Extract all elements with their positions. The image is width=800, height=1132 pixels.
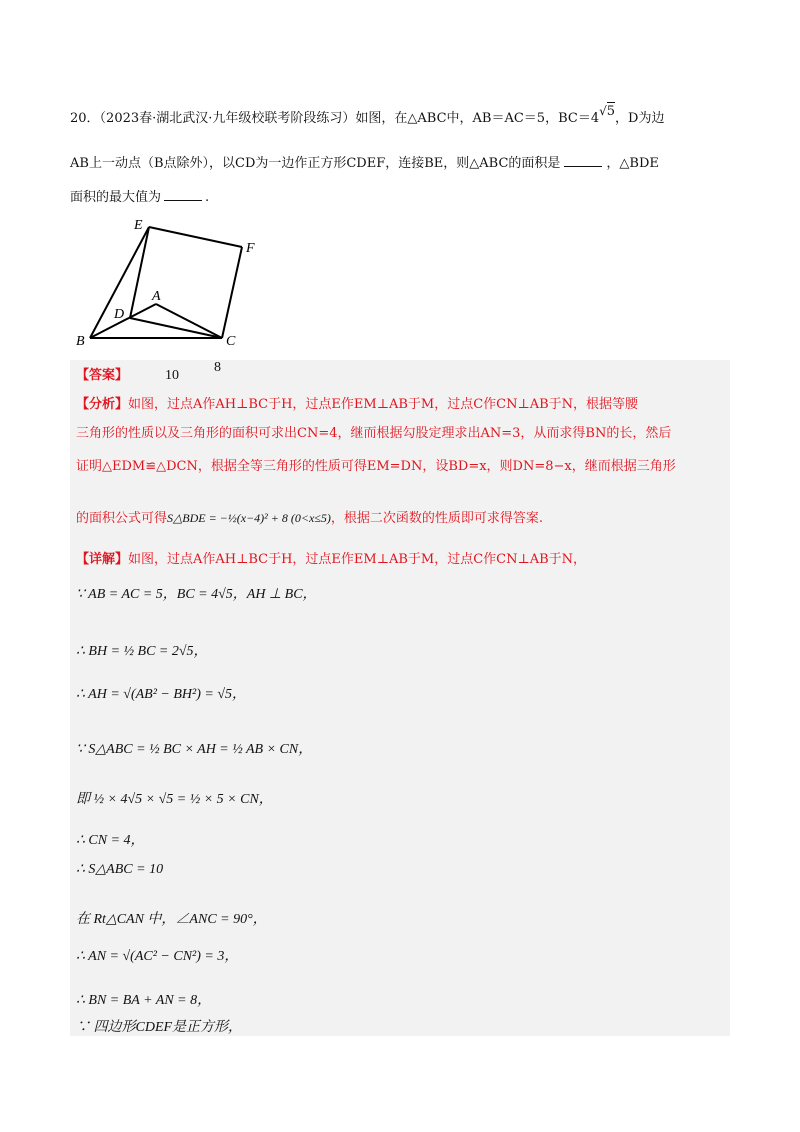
detail-label: 【详解】 bbox=[76, 552, 129, 567]
detail-step-2: ∴ BH = ½ BC = 2√5， bbox=[76, 644, 208, 659]
analysis-text-1: 如图，过点A作AH⊥BC于H，过点E作EM⊥AB于M，过点C作CN⊥AB于N，根据等腰 bbox=[128, 397, 639, 412]
question-line3-text: 面积的最大值为 bbox=[70, 190, 162, 205]
detail-step-5: 即 ½ × 4√5 × √5 = ½ × 5 × CN， bbox=[76, 792, 273, 807]
label-C: C bbox=[226, 334, 236, 349]
segment-AC bbox=[156, 304, 222, 338]
analysis-line-4 bbox=[76, 509, 543, 528]
answer-value-2: 8 bbox=[214, 360, 221, 375]
segment-DE bbox=[130, 227, 149, 318]
detail-step-7: ∴ S△ABC = 10 bbox=[76, 862, 164, 877]
segment-EF bbox=[149, 227, 242, 247]
detail-step-3: ∴ AH = √(AB² − BH²) = √5， bbox=[76, 687, 247, 702]
segment-FC bbox=[222, 247, 242, 338]
detail-step-4: ∵ S△ABC = ½ BC × AH = ½ AB × CN， bbox=[76, 742, 313, 757]
question-line3-tail: . bbox=[205, 190, 210, 205]
detail-step-1: ∵ AB = AC = 5，BC = 4√5，AH ⊥ BC， bbox=[76, 587, 317, 602]
geometry-figure bbox=[70, 212, 270, 352]
question-line-3 bbox=[70, 187, 209, 207]
answer-blank-2[interactable] bbox=[164, 187, 202, 201]
analysis-label: 【分析】 bbox=[76, 397, 129, 412]
question-line1-tail: ，D为边 bbox=[615, 111, 665, 126]
sqrt-symbol: √ bbox=[599, 104, 607, 118]
label-E: E bbox=[134, 218, 143, 233]
label-F: F bbox=[246, 241, 255, 256]
detail-step-10: ∴ BN = BA + AN = 8， bbox=[76, 993, 212, 1008]
question-line-2 bbox=[70, 153, 659, 173]
question-line2-text: AB上一动点（B点除外），以CD为一边作正方形CDEF，连接BE，则△ABC的面积是 bbox=[70, 156, 561, 171]
question-source: （2023春·湖北武汉·九年级校联考阶段练习） bbox=[99, 111, 356, 126]
analysis-formula: S△BDE = −½(x−4)² + 8 (0<x≤5) bbox=[167, 511, 331, 525]
question-line2-mid: ，△BDE bbox=[606, 156, 659, 171]
question-number: 20． bbox=[70, 111, 100, 126]
analysis-line4-pre: 的面积公式可得 bbox=[76, 511, 168, 526]
detail-line-1 bbox=[76, 551, 586, 569]
analysis-line4-post: ，根据二次函数的性质即可求得答案. bbox=[330, 511, 544, 526]
detail-step-6: ∴ CN = 4， bbox=[76, 833, 145, 848]
detail-text-1: 如图，过点A作AH⊥BC于H，过点E作EM⊥AB于M，过点C作CN⊥AB于N， bbox=[128, 552, 587, 567]
segment-CD bbox=[130, 318, 222, 338]
analysis-line-3: 证明△EDM≌△DCN，根据全等三角形的性质可得EM=DN，设BD=x，则DN=8−x，继而根据三角形 bbox=[76, 459, 676, 474]
answer-label: 【答案】 bbox=[76, 368, 129, 383]
detail-step-9: ∴ AN = √(AC² − CN²) = 3， bbox=[76, 949, 239, 964]
analysis-line-2: 三角形的性质以及三角形的面积可求出CN=4，继而根据勾股定理求出AN=3，从而求得BN的长，然后 bbox=[76, 426, 672, 441]
detail-step-11: ∵ 四边形CDEF是正方形， bbox=[76, 1020, 243, 1035]
answer-blank-1[interactable] bbox=[564, 153, 602, 167]
analysis-line-1 bbox=[76, 396, 638, 414]
answer-value-1: 10 bbox=[165, 368, 179, 383]
label-D: D bbox=[114, 307, 125, 322]
sqrt-5: 5 bbox=[606, 104, 616, 119]
answer-row bbox=[76, 367, 128, 385]
detail-step-8: 在 Rt△CAN 中，∠ANC = 90°， bbox=[76, 912, 267, 927]
label-B: B bbox=[76, 334, 85, 349]
question-line-1 bbox=[70, 104, 665, 128]
question-line1-text: 如图，在△ABC中，AB＝AC＝5，BC＝4 bbox=[355, 111, 600, 126]
label-A: A bbox=[152, 289, 161, 304]
